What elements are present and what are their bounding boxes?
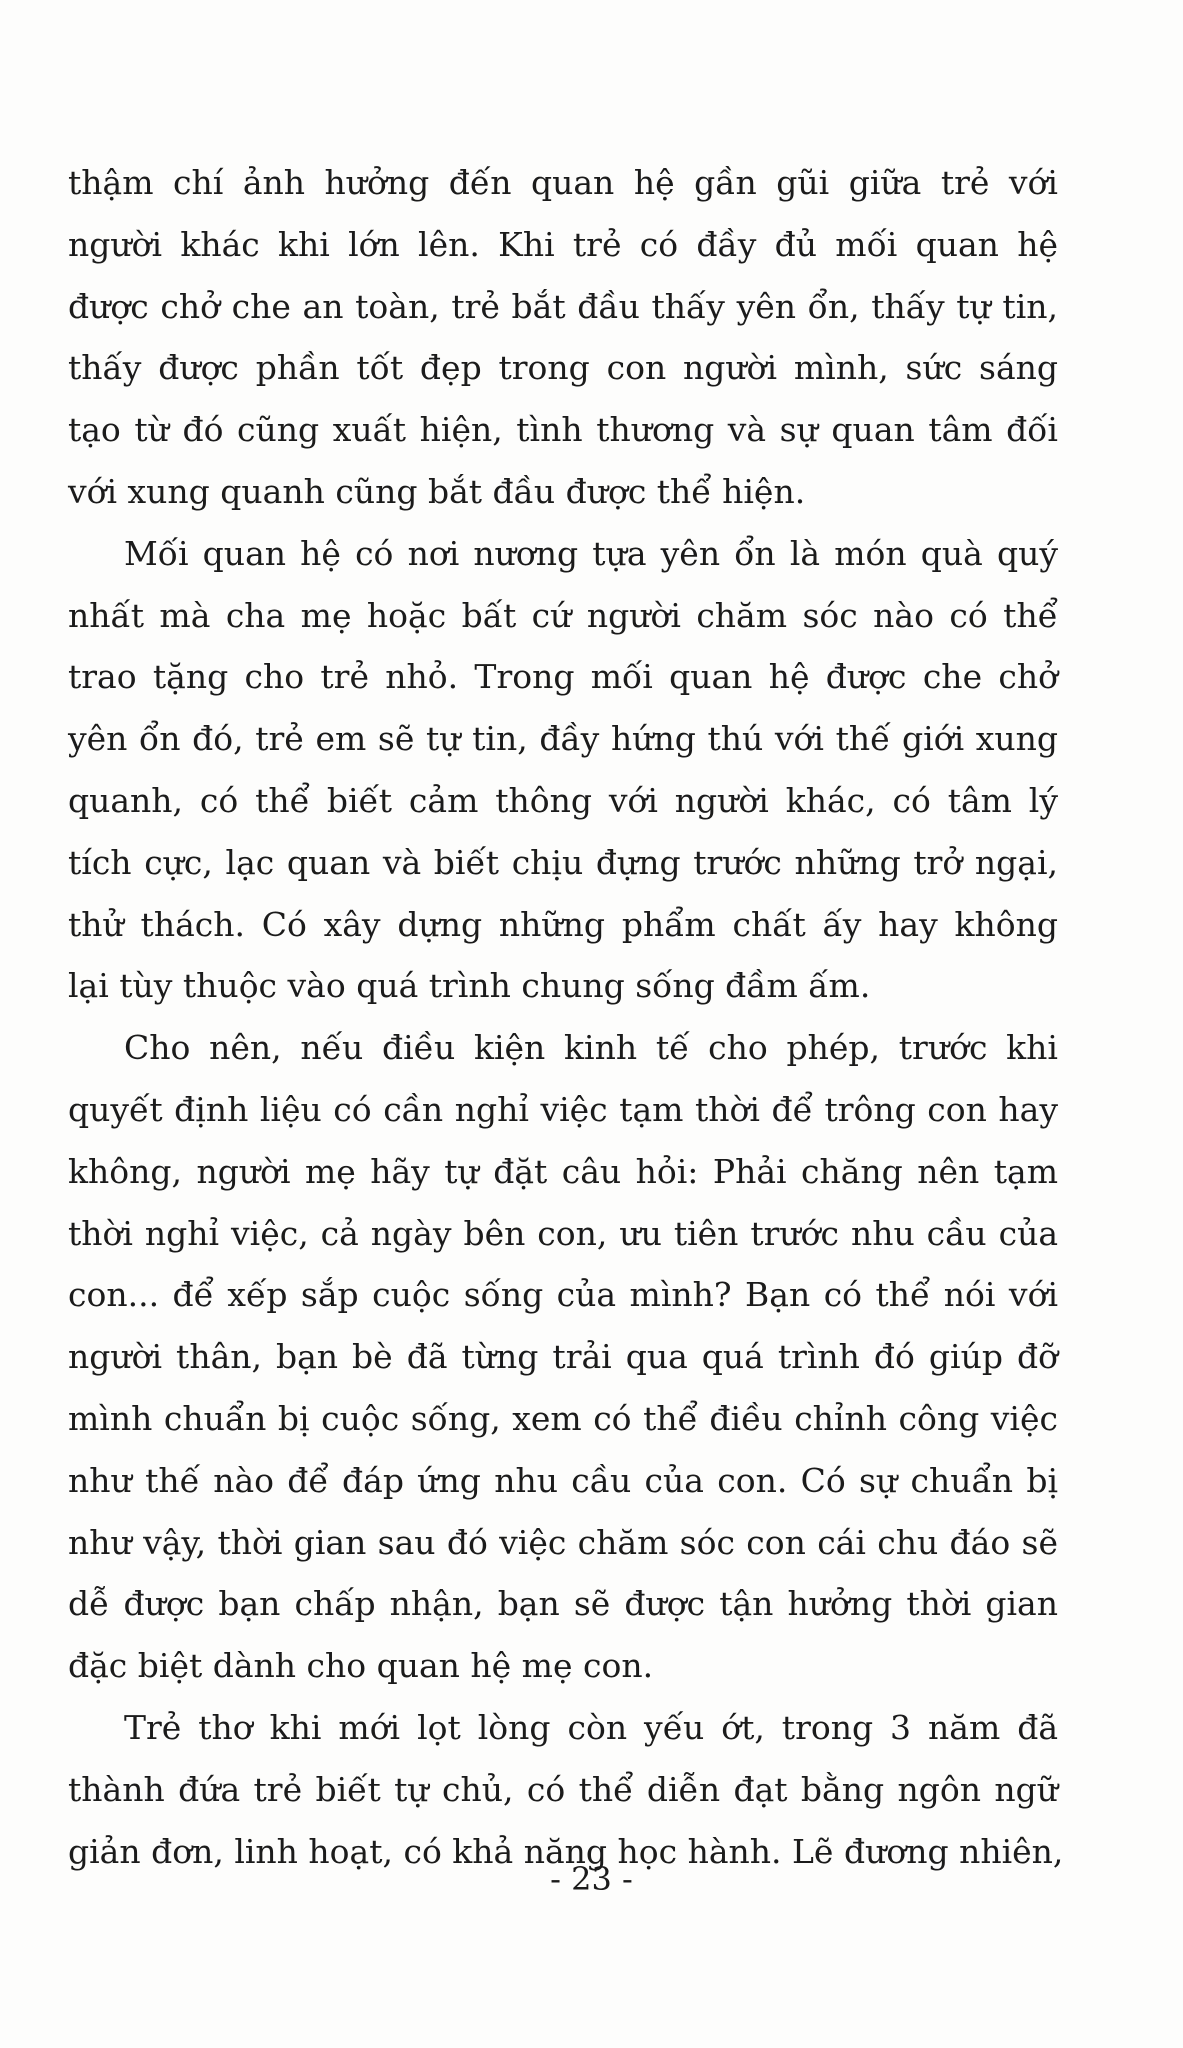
paragraph: [68, 1017, 1058, 1697]
text-line: người khác khi lớn lên. Khi trẻ có đầy đủ mối quan hệ: [68, 224, 1058, 264]
text-line: thấy được phần tốt đẹp trong con người mình, sức sáng: [68, 348, 1058, 388]
text-line: quanh, có thể biết cảm thông với người khác, có tâm lý: [68, 780, 1058, 820]
text-line: nhất mà cha mẹ hoặc bất cứ người chăm sóc nào có thể: [68, 595, 1058, 635]
text-line: không, người mẹ hãy tự đặt câu hỏi: Phải chăng nên tạm: [68, 1151, 1058, 1191]
text-line: trao tặng cho trẻ nhỏ. Trong mối quan hệ được che chở: [68, 657, 1058, 697]
text-line: yên ổn đó, trẻ em sẽ tự tin, đầy hứng thú với thế giới xung: [68, 719, 1058, 759]
text-line: thời nghỉ việc, cả ngày bên con, ưu tiên trước nhu cầu của: [68, 1213, 1058, 1253]
text-line: người thân, bạn bè đã từng trải qua quá trình đó giúp đỡ: [68, 1337, 1058, 1377]
text-line: dễ được bạn chấp nhận, bạn sẽ được tận hưởng thời gian: [68, 1584, 1058, 1624]
text-line: với xung quanh cũng bắt đầu được thể hiện.: [68, 471, 806, 511]
text-line: quyết định liệu có cần nghỉ việc tạm thời để trông con hay: [68, 1089, 1058, 1129]
page-number: - 23 -: [550, 1860, 633, 1898]
text-line: lại tùy thuộc vào quá trình chung sống đầm ấm.: [68, 966, 871, 1006]
text-line: tích cực, lạc quan và biết chịu đựng trước những trở ngại,: [68, 842, 1058, 882]
paragraph: [68, 152, 1058, 523]
text-line: đặc biệt dành cho quan hệ mẹ con.: [68, 1646, 654, 1686]
text-line: Trẻ thơ khi mới lọt lòng còn yếu ớt, trong 3 năm đã: [124, 1707, 1058, 1747]
body-text: [68, 152, 1064, 1882]
text-line: thậm chí ảnh hưởng đến quan hệ gần gũi giữa trẻ với: [68, 163, 1058, 202]
text-line: như thế nào để đáp ứng nhu cầu của con. Có sự chuẩn bị: [68, 1460, 1058, 1500]
text-line: như vậy, thời gian sau đó việc chăm sóc con cái chu đáo sẽ: [68, 1522, 1058, 1562]
paragraph: [68, 1697, 1064, 1882]
text-line: con... để xếp sắp cuộc sống của mình? Bạn có thể nói với: [68, 1275, 1058, 1315]
text-line: Mối quan hệ có nơi nương tựa yên ổn là món quà quý: [124, 533, 1058, 573]
text-line: thử thách. Có xây dựng những phẩm chất ấy hay không: [68, 904, 1058, 944]
text-line: giản đơn, linh hoạt, có khả năng học hành. Lẽ đương nhiên,: [68, 1831, 1064, 1871]
text-line: tạo từ đó cũng xuất hiện, tình thương và sự quan tâm đối: [68, 410, 1058, 450]
text-line: thành đứa trẻ biết tự chủ, có thể diễn đạt bằng ngôn ngữ: [68, 1769, 1058, 1809]
text-line: được chở che an toàn, trẻ bắt đầu thấy yên ổn, thấy tự tin,: [68, 286, 1058, 326]
text-line: mình chuẩn bị cuộc sống, xem có thể điều chỉnh công việc: [68, 1398, 1058, 1438]
paragraph: [68, 523, 1058, 1017]
text-line: Cho nên, nếu điều kiện kinh tế cho phép, trước khi: [124, 1028, 1058, 1068]
